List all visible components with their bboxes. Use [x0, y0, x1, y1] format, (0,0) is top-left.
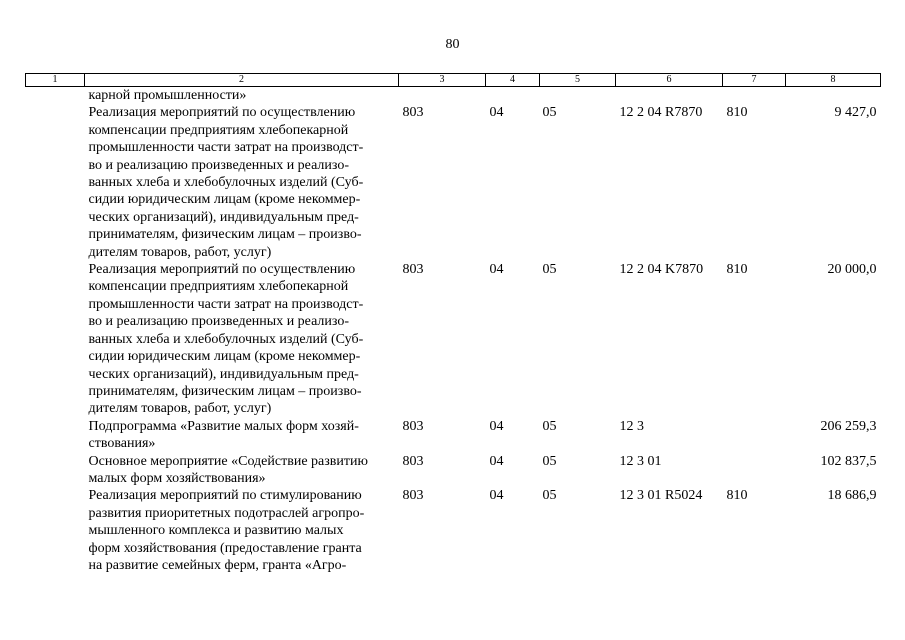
amount-cell: 20 000,0: [827, 262, 877, 278]
row-name-line: Подпрограмма «Развитие малых форм хозяй-: [88, 418, 359, 434]
row-number-cell: [26, 487, 85, 574]
expense-type-cell: [723, 418, 786, 453]
row-name-line: Основное мероприятие «Содействие развитию: [88, 453, 368, 469]
row-name-line: Реализация мероприятий по осуществлению: [88, 105, 356, 121]
row-name-line: сидии юридическим лицам (кроме некоммер-: [88, 192, 361, 208]
amount-cell: 206 259,3: [820, 418, 877, 434]
expense-type-cell: 810: [726, 105, 748, 121]
subsection-code-cell: 05: [542, 453, 557, 469]
row-name-line: промышленности части затрат на производст-: [88, 296, 364, 312]
table-row: [26, 261, 881, 418]
page-number: 80: [445, 37, 460, 52]
row-name-line: форм хозяйствования (предоставление гранта: [88, 540, 362, 556]
row-name-line: Реализация мероприятий по осуществлению: [88, 262, 356, 278]
row-name-line: компенсации предприятиям хлебопекарной: [88, 279, 349, 295]
row-name-line: дителям товаров, работ, услуг): [88, 244, 272, 260]
header-col-8: 8: [786, 74, 881, 87]
subsection-code-cell: 05: [542, 262, 557, 278]
header-col-5: 5: [540, 74, 616, 87]
subsection-code-cell: [540, 87, 616, 105]
expense-type-cell: 810: [726, 488, 748, 504]
ministry-code-cell: 803: [402, 488, 424, 504]
target-article-cell: 12 3 01 R5024: [619, 488, 703, 504]
row-name-line: принимателям, физическим лицам – произво-: [88, 227, 362, 243]
budget-table: [25, 73, 881, 574]
section-code-cell: [486, 87, 540, 105]
table-row: [26, 87, 881, 105]
row-number-cell: [26, 261, 85, 418]
row-name-cell: [85, 261, 399, 418]
ministry-code-cell: [399, 87, 486, 105]
amount-cell: 9 427,0: [834, 105, 877, 121]
target-article-cell: 12 3: [619, 418, 644, 434]
subsection-code-cell: 05: [542, 418, 557, 434]
row-name-line: на развитие семейных ферм, гранта «Агро-: [88, 557, 347, 573]
row-name-line: ческих организаций), индивидуальным пред-: [88, 209, 359, 225]
header-col-1: 1: [26, 74, 85, 87]
section-code-cell: 04: [489, 418, 504, 434]
ministry-code-cell: 803: [402, 262, 424, 278]
row-name-line: принимателям, физическим лицам – произво-: [88, 383, 362, 399]
row-name-line: ческих организаций), индивидуальным пред-: [88, 366, 359, 382]
header-col-4: 4: [486, 74, 540, 87]
table-row: [26, 104, 881, 261]
section-code-cell: 04: [489, 488, 504, 504]
expense-type-cell: [723, 87, 786, 105]
row-name-line: малых форм хозяйствования»: [88, 470, 266, 486]
row-name-cell: [85, 418, 399, 453]
amount-cell: 102 837,5: [820, 453, 877, 469]
section-code-cell: 04: [489, 105, 504, 121]
row-name-line: во и реализацию произведенных и реализо-: [88, 314, 349, 330]
row-name-cell: [85, 487, 399, 574]
target-article-cell: [616, 87, 723, 105]
row-name-cell: [85, 87, 399, 105]
table-row: [26, 453, 881, 488]
row-name-line: промышленности части затрат на производст-: [88, 140, 364, 156]
section-code-cell: 04: [489, 453, 504, 469]
row-name-line: ванных хлеба и хлебобулочных изделий (Суб-: [88, 331, 364, 347]
target-article-cell: 12 2 04 R7870: [619, 105, 703, 121]
row-name-line: дителям товаров, работ, услуг): [88, 401, 272, 417]
section-code-cell: 04: [489, 262, 504, 278]
row-name-line: мышленного комплекса и развитию малых: [88, 523, 344, 539]
column-number-header: [26, 74, 881, 87]
row-name-line: сидии юридическим лицам (кроме некоммер-: [88, 349, 361, 365]
row-number-cell: [26, 418, 85, 453]
target-article-cell: 12 3 01: [619, 453, 662, 469]
row-name-line: во и реализацию произведенных и реализо-: [88, 157, 349, 173]
row-name-cell: [85, 453, 399, 488]
row-number-cell: [26, 87, 85, 105]
subsection-code-cell: 05: [542, 105, 557, 121]
ministry-code-cell: 803: [402, 418, 424, 434]
row-name-line: компенсации предприятиям хлебопекарной: [88, 122, 349, 138]
row-name-cell: [85, 104, 399, 261]
row-name-line: ванных хлеба и хлебобулочных изделий (Суб-: [88, 175, 364, 191]
ministry-code-cell: 803: [402, 105, 424, 121]
header-col-6: 6: [616, 74, 723, 87]
header-col-7: 7: [723, 74, 786, 87]
row-name-line: ствования»: [88, 436, 156, 452]
amount-cell: [786, 87, 881, 105]
header-col-3: 3: [399, 74, 486, 87]
table-row: [26, 487, 881, 574]
expense-type-cell: [723, 453, 786, 488]
row-number-cell: [26, 453, 85, 488]
target-article-cell: 12 2 04 K7870: [619, 262, 704, 278]
amount-cell: 18 686,9: [827, 488, 877, 504]
row-name-line: Реализация мероприятий по стимулированию: [88, 488, 362, 504]
row-number-cell: [26, 104, 85, 261]
row-name-line: развития приоритетных подотраслей агропро-: [88, 505, 365, 521]
subsection-code-cell: 05: [542, 488, 557, 504]
ministry-code-cell: 803: [402, 453, 424, 469]
header-col-2: 2: [85, 74, 399, 87]
row-name-line: карной промышленности»: [88, 88, 247, 103]
expense-type-cell: 810: [726, 262, 748, 278]
table-row: [26, 418, 881, 453]
